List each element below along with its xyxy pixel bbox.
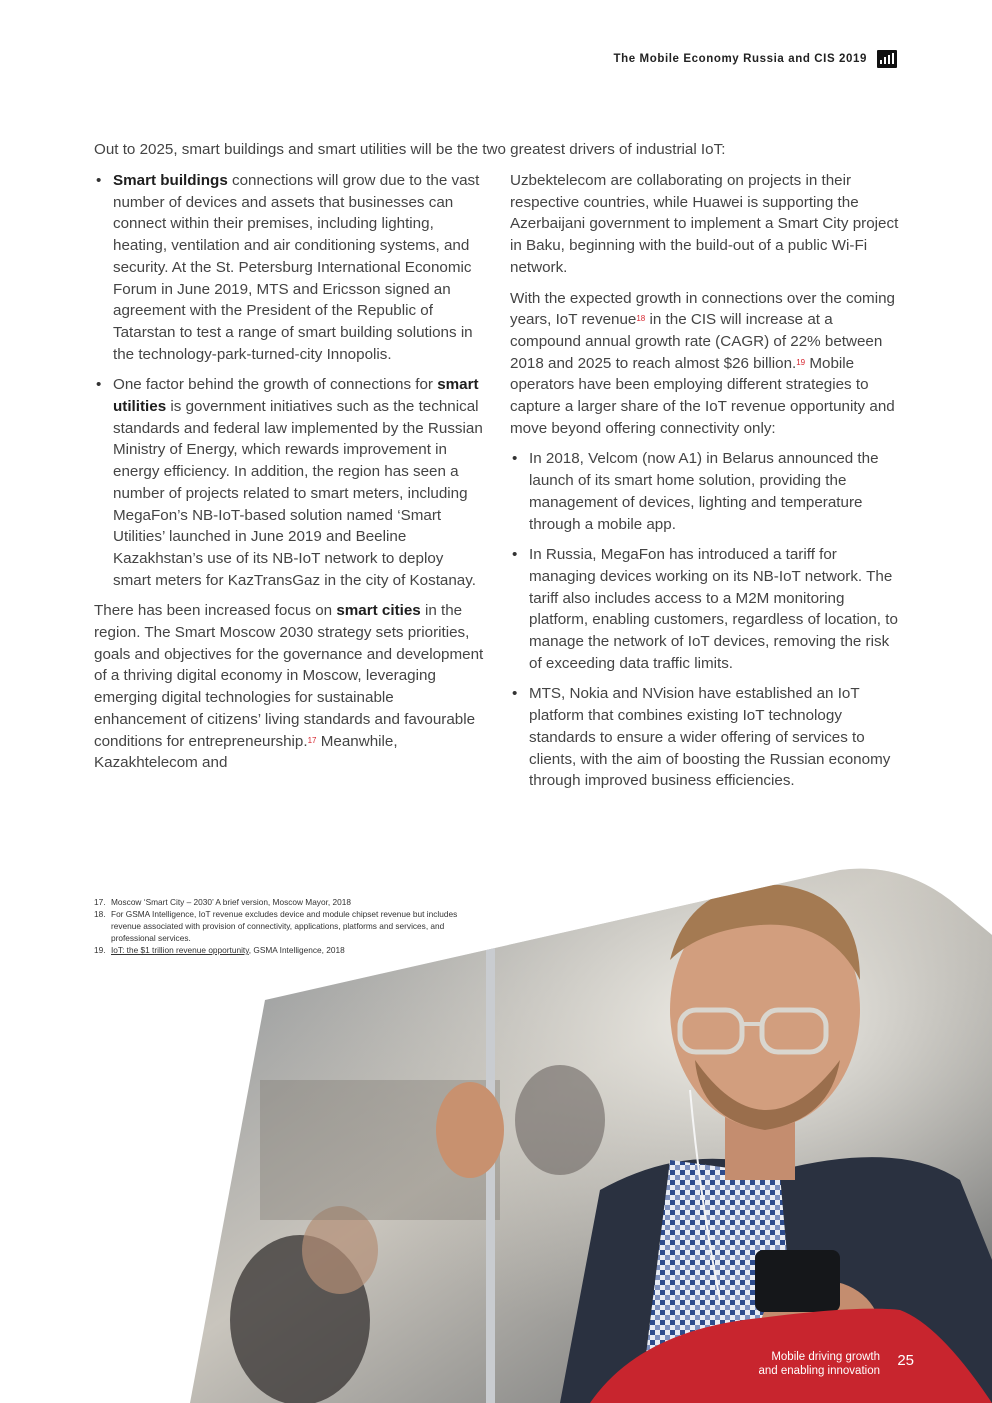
footnotes <box>94 896 464 956</box>
footnote <box>94 944 464 956</box>
bold-term: smart cities <box>336 602 421 620</box>
paragraph-text: With the expected growth in connections over the coming years, IoT revenue <box>510 289 895 329</box>
footnote <box>94 908 464 944</box>
report-title: The Mobile Economy Russia and CIS 2019 <box>613 53 867 65</box>
paragraph-text: Meanwhile, Kazakhtelecom and <box>94 732 398 772</box>
list-item: • In 2018, Velcom (now A1) in Belarus announced the launch of its smart home solution, providing the management of devices, lighting and temperature through a mobile app. <box>510 448 900 535</box>
footnote-text: , GSMA Intelligence, 2018 <box>248 945 345 955</box>
footer-line: Mobile driving growth <box>771 1351 880 1363</box>
bullet-text: is government initiatives such as the technical standards and federal law implemented by the Russian Ministry of Energy, which rewards improvement in energy efficiency. In addition, the region has seen a number of projects related to smart meters, including MegaFon’s NB-IoT-based solution named ‘Smart Utilities’ launched in June 2019 and Beeline Kazakhstan’s use of its NB-IoT network to deploy smart meters for KazTransGaz in the city of Kostanay. <box>113 398 483 589</box>
paragraph-text: There has been increased focus on <box>94 602 337 620</box>
page-number: 25 <box>897 1352 914 1369</box>
footnote-ref[interactable]: 17 <box>307 735 317 745</box>
footnote-text: Moscow ‘Smart City – 2030’ A brief version, Moscow Mayor, 2018 <box>111 897 351 907</box>
paragraph-text: in the CIS will increase at a compound annual growth rate (CAGR) of 22% between 2018 and 2025 to reach almost $26 billion. <box>510 311 883 372</box>
footnote <box>94 896 464 908</box>
bullet-text: connections will grow due to the vast number of devices and assets that businesses can connect within their premises, including lighting, heating, ventilation and air conditioning systems, and security. At the St. Petersburg International Economic Forum in June 2019, MTS and Ericsson signed an agreement with the President of the Republic of Tatarstan to test a range of smart building solutions in the technology-park-turned-city Innopolis. <box>113 172 480 363</box>
list-item: • In Russia, MegaFon has introduced a tariff for managing devices working on its NB-IoT network. The tariff also includes access to a M2M monitoring platform, enabling customers, regardless of location, to manage the network of IoT devices, removing the risk of exceeding data traffic limits. <box>510 544 900 674</box>
list-item: • MTS, Nokia and NVision have established an IoT platform that combines existing IoT technology standards to ensure a wider offering of services to clients, with the aim of boosting the Russian economy through improved business efficiencies. <box>510 683 900 792</box>
footnote-number: 18. <box>94 909 106 919</box>
footer-line: and enabling innovation <box>758 1365 880 1377</box>
footnote-number: 19. <box>94 945 106 955</box>
footnote-text: For GSMA Intelligence, IoT revenue excludes device and module chipset revenue but includes revenue associated with provision of connectivity, applications, platforms and services, and professional services. <box>111 909 458 943</box>
paragraph-text: in the region. The Smart Moscow 2030 strategy sets priorities, goals and objectives for the governance and development of a thriving digital economy in Moscow, leveraging emerging digital technologies for sustainable enhancement of citizens’ living standards and favourable conditions for entrepreneurship. <box>94 602 484 750</box>
footnote-ref[interactable]: 18 <box>636 314 646 324</box>
bullet-text: One factor behind the growth of connections for <box>113 376 438 394</box>
bold-term: smart utilities <box>113 376 479 416</box>
intro-paragraph: Out to 2025, smart buildings and smart utilities will be the two greatest drivers of industrial IoT: <box>94 141 726 158</box>
footnote-link[interactable]: IoT: the $1 trillion revenue opportunity <box>111 945 249 955</box>
paragraph: Uzbektelecom are collaborating on projects in their respective countries, while Huawei is supporting the Azerbaijani government to implement a Smart City project in Baku, beginning with the build-out of a public Wi-Fi network. <box>510 172 899 276</box>
section-footer <box>759 1350 881 1378</box>
bold-term: Smart buildings <box>113 172 228 189</box>
footnote-ref[interactable]: 19 <box>796 357 806 367</box>
footnote-number: 17. <box>94 897 106 907</box>
paragraph-text: Mobile operators have been employing different strategies to capture a larger share of the IoT revenue opportunity and move beyond offering connectivity only: <box>510 354 895 437</box>
